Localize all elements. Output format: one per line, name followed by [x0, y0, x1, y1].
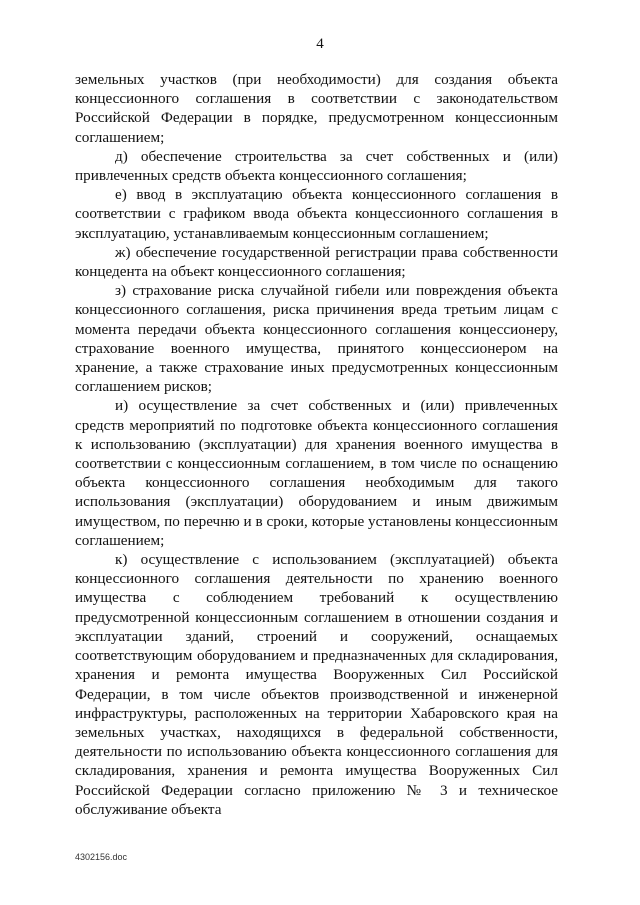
- paragraph-item-i: и) осуществление за счет собственных и (или) привлеченных средств мероприятий по подготовке объекта концессионного соглашения к использованию (эксплуатации) для хранения военного имущества в соответствии с концессионным соглашением, в том числе по оснащению объекта концессионного соглашения необходимым для такого использования (эксплуатации) оборудованием и иным движимым имуществом, по перечню и в сроки, которые установлены концессионным соглашением;: [75, 397, 558, 549]
- paragraph-continuation: земельных участков (при необходимости) для создания объекта концессионного соглашения в соответствии с законодательством Российской Федерации в порядке, предусмотренном концессионным соглашением;: [75, 71, 558, 146]
- page-number: 4: [316, 36, 324, 52]
- paragraph-item-e: е) ввод в эксплуатацию объекта концессионного соглашения в соответствии с графиком ввода объекта концессионного соглашения в эксплуатацию, устанавливаемым концессионным соглашением;: [75, 186, 558, 242]
- paragraph-item-zh: ж) обеспечение государственной регистрации права собственности концедента на объект концессионного соглашения;: [75, 243, 558, 281]
- paragraph-item-d: д) обеспечение строительства за счет собственных и (или) привлеченных средств объекта концессионного соглашения;: [75, 147, 558, 185]
- paragraph-item-k: к) осуществление с использованием (эксплуатацией) объекта концессионного соглашения деятельности по хранению военного имущества с соблюдением требований к осуществлению предусмотренной концессионным соглашением в отношении создания и эксплуатации зданий, строений и сооружений, оснащаемых соответствующим оборудованием и предназначенных для складирования, хранения и ремонта имущества Вооруженных Сил Российской Федерации, в том числе объектов производственной и инженерной инфраструктуры, расположенных на территории Хабаровского края на земельных участках, находящихся в федеральной собственности, деятельности по использованию объекта концессионного соглашения для складирования, хранения и ремонта имущества Вооруженных Сил Российской Федерации согласно приложению № 3 и техническое обслуживание объекта: [75, 551, 558, 818]
- document-body: [75, 70, 558, 819]
- paragraph-item-z: з) страхование риска случайной гибели или повреждения объекта концессионного соглашения, риска причинения вреда третьим лицам с момента передачи объекта концессионного соглашения концессионеру, страхование военного имущества, принятого концессионером на хранение, а также страхование иных предусмотренных концессионным соглашением рисков;: [75, 282, 558, 396]
- footer-filename: 4302156.doc: [75, 852, 128, 862]
